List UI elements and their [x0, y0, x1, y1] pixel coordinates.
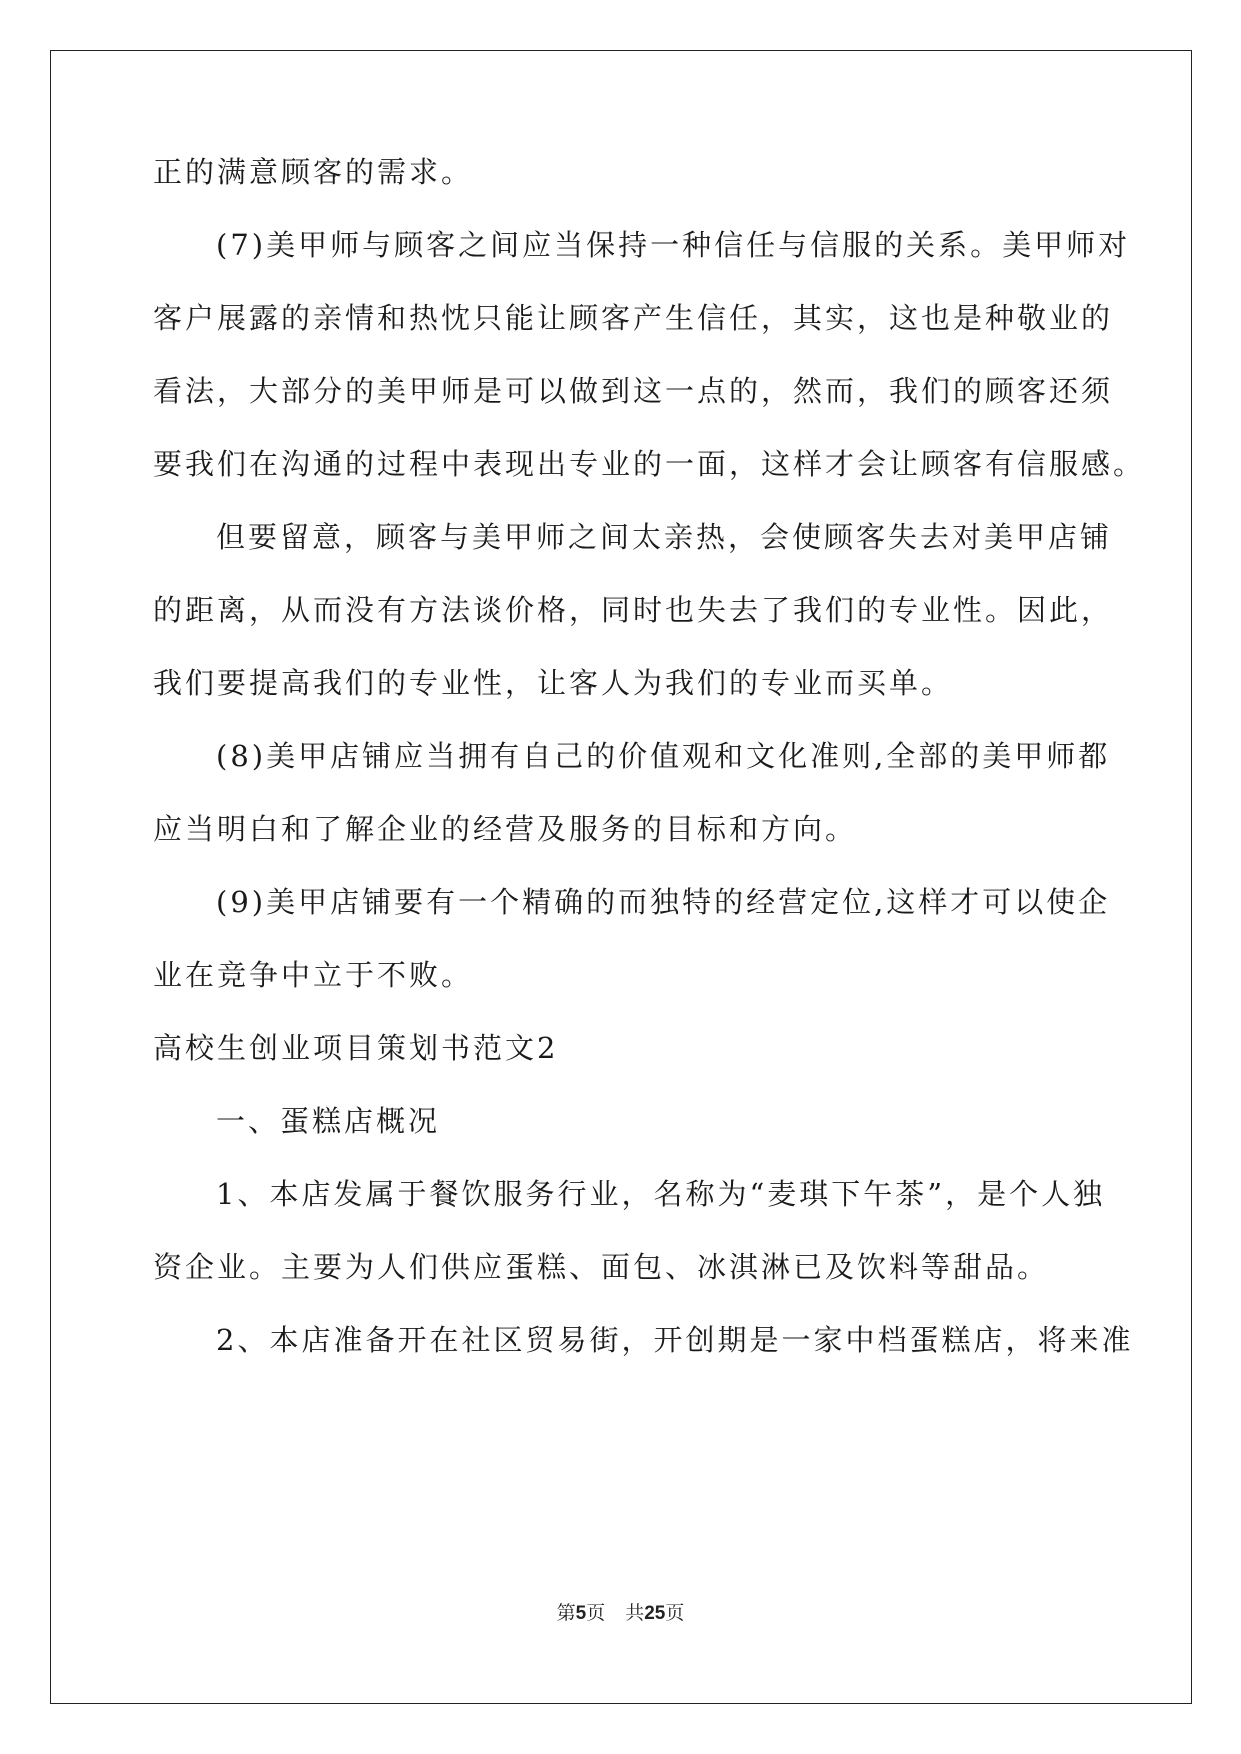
paragraph-line: 正的满意顾客的需求。 [153, 155, 474, 189]
paragraph-line: 应当明白和了解企业的经营及服务的目标和方向。 [153, 812, 858, 846]
paragraph-line: 的距离，从而没有方法谈价格，同时也失去了我们的专业性。因此， [153, 593, 1114, 627]
paragraph-line: (8)美甲店铺应当拥有自己的价值观和文化准则,全部的美甲师都 [216, 739, 1111, 773]
paragraph-line: 我们要提高我们的专业性，让客人为我们的专业而买单。 [153, 666, 954, 700]
total-unit: 页 [665, 1602, 685, 1624]
paragraph-line: 但要留意，顾客与美甲师之间太亲热，会使顾客失去对美甲店铺 [216, 520, 1113, 554]
paragraph-line: 看法，大部分的美甲师是可以做到这一点的，然而，我们的顾客还须 [153, 374, 1114, 408]
paragraph-line: 要我们在沟通的过程中表现出专业的一面，这样才会让顾客有信服感。 [153, 447, 1146, 481]
paragraph-line: 资企业。主要为人们供应蛋糕、面包、冰淇淋已及饮料等甜品。 [153, 1250, 1050, 1284]
current-page-number: 5 [575, 1603, 587, 1624]
paragraph-line: 2、本店准备开在社区贸易街，开创期是一家中档蛋糕店，将来准 [216, 1323, 1134, 1357]
total-page-number: 25 [644, 1603, 666, 1624]
section-heading: 高校生创业项目策划书范文2 [153, 1031, 559, 1065]
paragraph-line: 业在竞争中立于不败。 [153, 958, 474, 992]
page-footer [0, 1601, 1241, 1626]
paragraph-line: 客户展露的亲情和热忱只能让顾客产生信任，其实，这也是种敬业的 [153, 301, 1114, 335]
page-prefix: 第 [556, 1602, 576, 1624]
total-prefix: 共 [625, 1602, 645, 1624]
subsection-heading: 一、蛋糕店概况 [216, 1104, 441, 1138]
paragraph-line: 1、本店发属于餐饮服务行业，名称为“麦琪下午茶”，是个人独 [216, 1177, 1106, 1211]
paragraph-line: (9)美甲店铺要有一个精确的而独特的经营定位,这样才可以使企 [216, 885, 1111, 919]
page-unit: 页 [586, 1602, 606, 1624]
paragraph-line: (7)美甲师与顾客之间应当保持一种信任与信服的关系。美甲师对 [216, 228, 1131, 262]
